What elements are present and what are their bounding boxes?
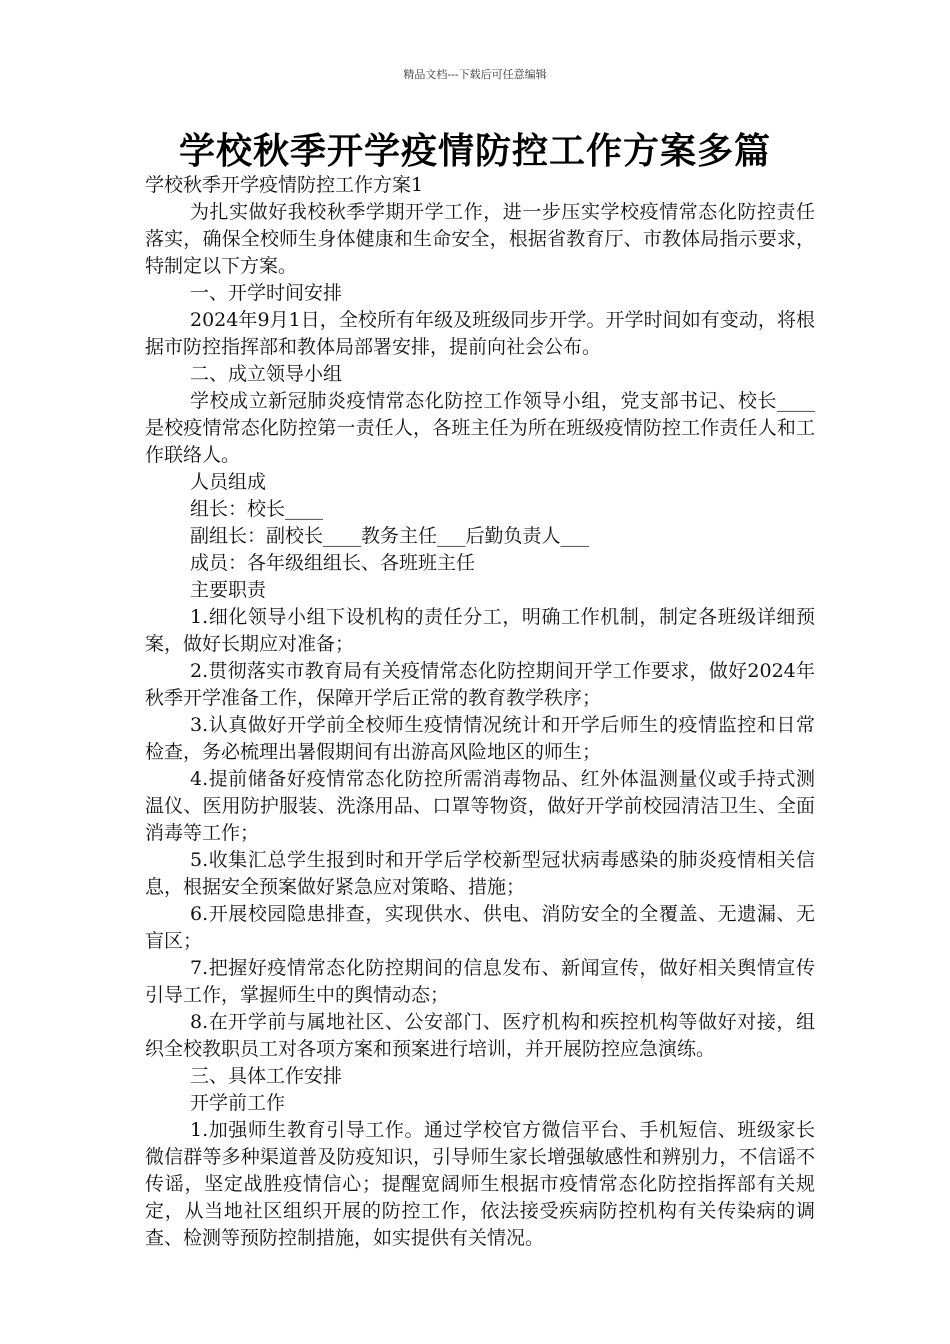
document-title: 学校秋季开学疫情防控工作方案多篇 — [178, 131, 771, 172]
section-subtitle: 学校秋季开学疫情防控工作方案1 — [145, 174, 424, 196]
page-header-note: 精品文档---下载后可任意编辑 — [403, 68, 547, 81]
duty-item: 4.提前储备好疫情常态化防控所需消毒物品、红外体温测量仪或手持式测温仪、医用防护服装、洗涤用品、口罩等物资，做好开学前校园清洁卫生、全面消毒等工作； — [145, 768, 815, 844]
heading-leadership-group: 二、成立领导小组 — [190, 363, 343, 385]
pre-opening-item: 1.加强师生教育引导工作。通过学校官方微信平台、手机短信、班级家长微信群等多种渠道普及防疫知识，引导师生家长增强敏感性和辨别力，不信谣不传谣，坚定战胜疫情信心；提醒宽阔师生根据市疫情常态化防控指挥部有关规定，从当地社区组织开展的防控工作，依法接受疾病防控机构有关传染病的调查、检测等预防控制措施，如实提供有关情况。 — [145, 1119, 815, 1249]
duty-item: 3.认真做好开学前全校师生疫情情况统计和开学后师生的疫情监控和日常检查，务必梳理出暑假期间有出游高风险地区的师生； — [145, 714, 815, 763]
duty-item: 8.在开学前与属地社区、公安部门、医疗机构和疾控机构等做好对接，组织全校教职员工对各项方案和预案进行培训，并开展防控应急演练。 — [145, 1011, 815, 1060]
duty-item: 5.收集汇总学生报到时和开学后学校新型冠状病毒感染的肺炎疫情相关信息，根据安全预案做好紧急应对策略、措施； — [145, 849, 815, 898]
member-deputy-leaders: 副组长：副校长____教务主任___后勤负责人___ — [190, 525, 590, 547]
member-members: 成员：各年级组组长、各班班主任 — [190, 552, 476, 574]
heading-work-arrangement: 三、具体工作安排 — [190, 1065, 343, 1087]
heading-schedule: 一、开学时间安排 — [190, 282, 343, 304]
intro-paragraph: 为扎实做好我校秋季学期开学工作，进一步压实学校疫情常态化防控责任落实，确保全校师生身体健康和生命安全，根据省教育厅、市教体局指示要求，特制定以下方案。 — [145, 201, 815, 277]
duty-item: 7.把握好疫情常态化防控期间的信息发布、新闻宣传，做好相关舆情宣传引导工作，掌握师生中的舆情动态； — [145, 957, 815, 1006]
heading-pre-opening-work: 开学前工作 — [190, 1092, 286, 1114]
duty-item: 6.开展校园隐患排查，实现供水、供电、消防安全的全覆盖、无遗漏、无盲区； — [145, 903, 815, 952]
duty-item: 2.贯彻落实市教育局有关疫情常态化防控期间开学工作要求，做好2024年秋季开学准备工作，保障开学后正常的教育教学秩序； — [145, 660, 815, 709]
schedule-paragraph: 2024年9月1日，全校所有年级及班级同步开学。开学时间如有变动，将根据市防控指挥部和教体局部署安排，提前向社会公布。 — [145, 309, 815, 358]
heading-main-duties: 主要职责 — [190, 579, 267, 601]
document-body — [145, 172, 815, 1252]
member-leader: 组长：校长____ — [190, 498, 324, 520]
duty-item: 1.细化领导小组下设机构的责任分工，明确工作机制，制定各班级详细预案，做好长期应对准备； — [145, 606, 815, 655]
leadership-paragraph: 学校成立新冠肺炎疫情常态化防控工作领导小组，党支部书记、校长____是校疫情常态化防控第一责任人，各班主任为所在班级疫情防控工作责任人和工作联络人。 — [145, 390, 815, 466]
heading-members: 人员组成 — [190, 471, 267, 493]
